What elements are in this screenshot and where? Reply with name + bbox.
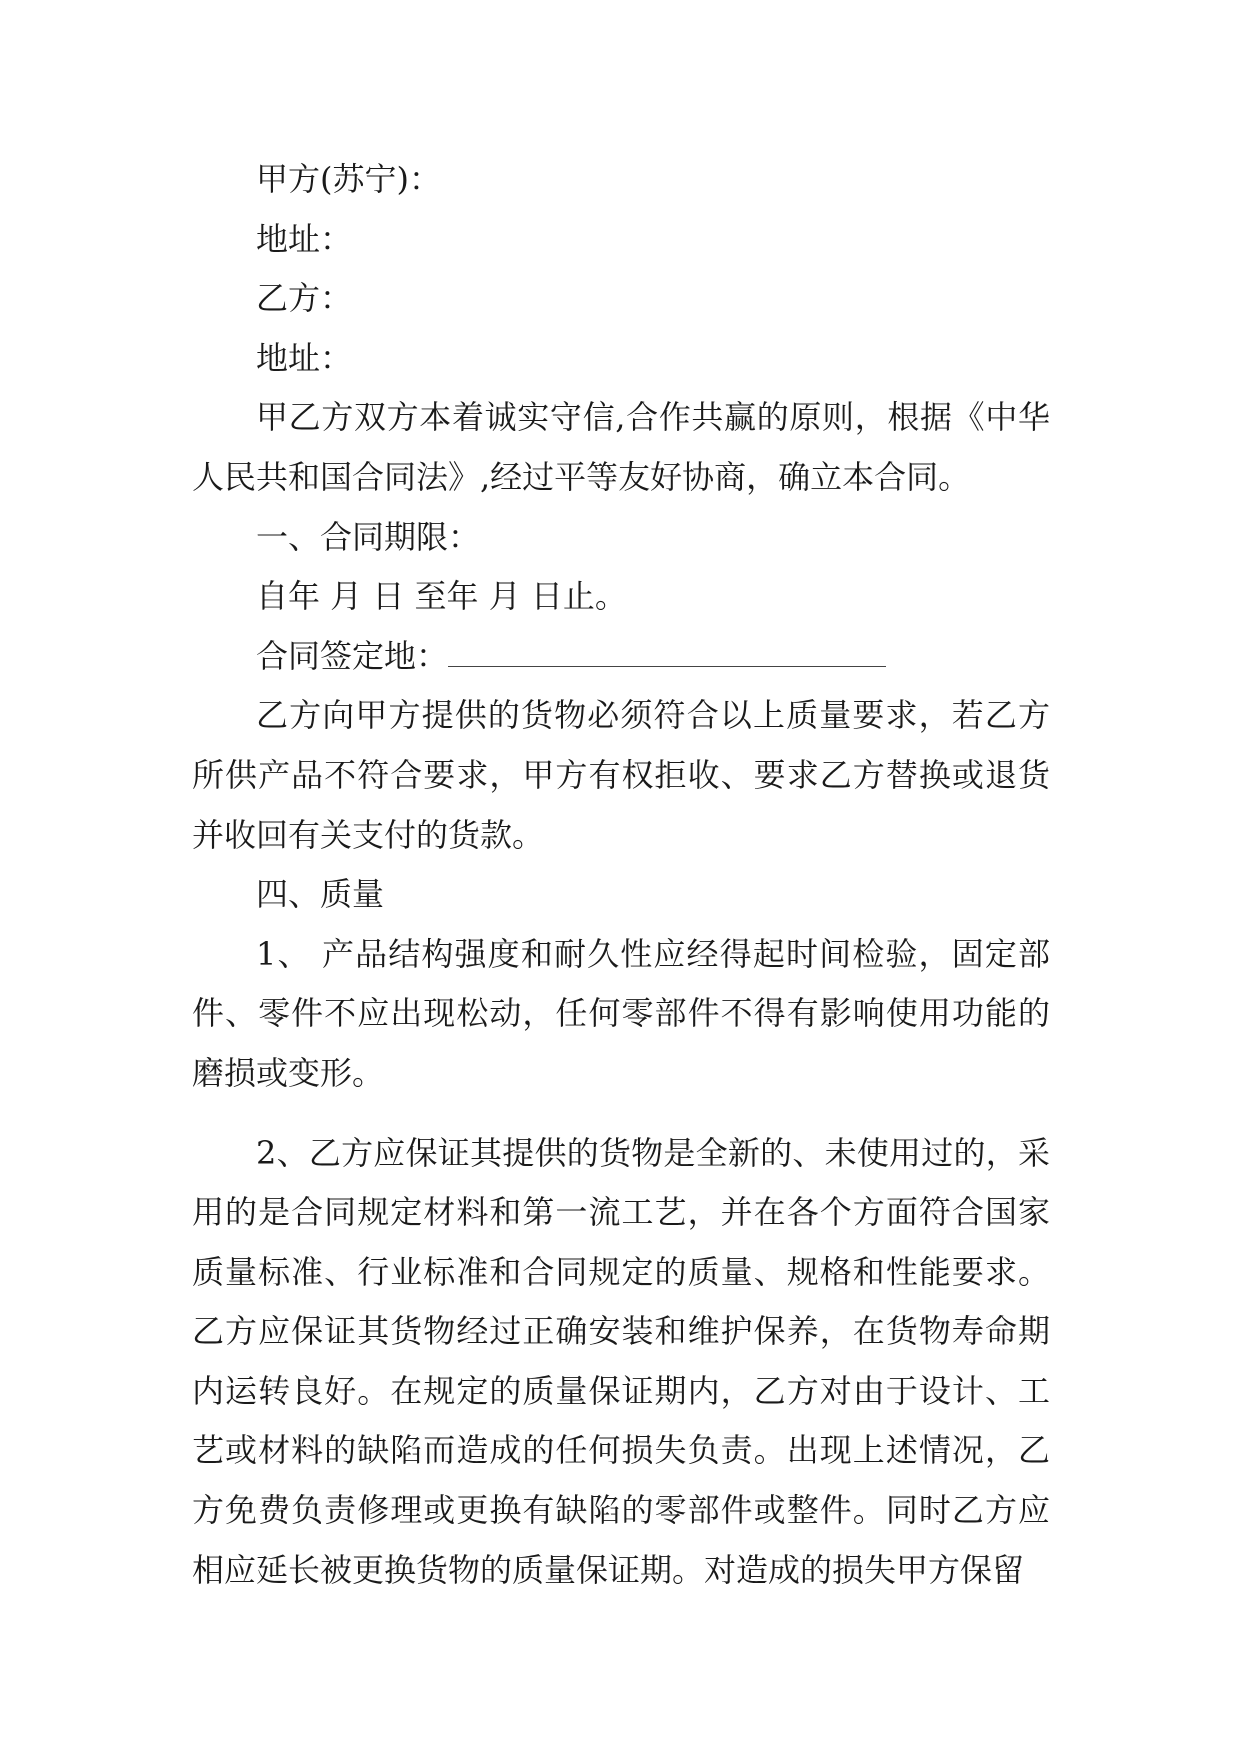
signing-place-label: 合同签定地： bbox=[256, 636, 449, 675]
preamble-paragraph: 甲乙方双方本着诚实守信,合作共赢的原则，根据《中华人民共和国合同法》,经过平等友好协商，确立本合同。 bbox=[192, 398, 1050, 496]
signing-place-blank bbox=[448, 639, 886, 667]
party-a-line: 甲方(苏宁)： bbox=[256, 160, 441, 198]
signing-place-line bbox=[192, 627, 1050, 687]
quality-rejection-paragraph: 乙方向甲方提供的货物必须符合以上质量要求，若乙方所供产品不符合要求，甲方有权拒收、要求乙方替换或退货并收回有关支付的货款。 bbox=[192, 696, 1050, 854]
party-a-address-line: 地址： bbox=[256, 219, 353, 258]
contract-term-line: 自年 月 日 至年 月 日止。 bbox=[256, 577, 627, 616]
quality-clause-1: 1、 产品结构强度和耐久性应经得起时间检验，固定部件、零件不应出现松动，任何零部件不得有影响使用功能的磨损或变形。 bbox=[192, 934, 1050, 1092]
section-1-title: 一、合同期限： bbox=[256, 517, 481, 556]
contract-document bbox=[192, 150, 1050, 1600]
party-b-address-line: 地址： bbox=[256, 338, 353, 377]
section-4-title: 四、质量 bbox=[256, 875, 385, 914]
party-b-line: 乙方： bbox=[256, 279, 353, 318]
quality-clause-2: 2、乙方应保证其提供的货物是全新的、未使用过的，采用的是合同规定材料和第一流工艺，并在各个方面符合国家质量标准、行业标准和合同规定的质量、规格和性能要求。乙方应保证其货物经过正确安装和维护保养，在货物寿命期内运转良好。在规定的质量保证期内，乙方对由于设计、工艺或材料的缺陷而造成的任何损失负责。出现上述情况，乙方免费负责修理或更换有缺陷的零部件或整件。同时乙方应相应延长被更换货物的质量保证期。对造成的损失甲方保留 bbox=[192, 1133, 1050, 1589]
